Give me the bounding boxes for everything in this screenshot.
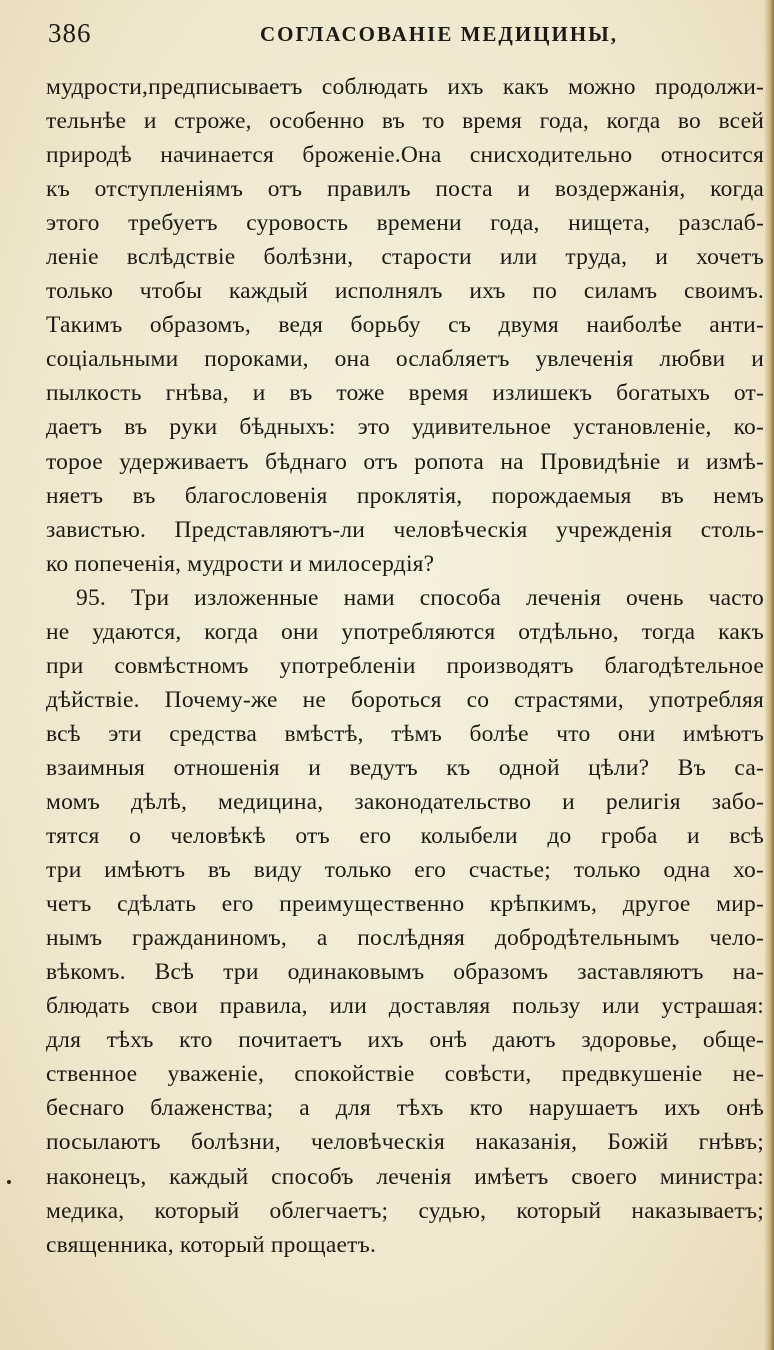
text-line: нымъ гражданиномъ, а послѣдняя добродѣтельнымъ чело- [46, 925, 764, 952]
text-line: всѣ эти средства вмѣстѣ, тѣмъ болѣе что они имѣютъ [46, 720, 764, 747]
body-text [46, 70, 764, 1262]
text-line: только чтобы каждый исполнялъ ихъ по силамъ своимъ. [46, 278, 764, 305]
text-line: священника, который прощаетъ. [46, 1231, 377, 1258]
text-line: природѣ начинается броженіе.Она снисходительно относится [46, 142, 764, 169]
text-line: къ отступленіямъ отъ правилъ поста и воздержанія, когда [46, 176, 764, 203]
text-line: блюдать свои правила, или доставляя пользу или устрашая: [46, 993, 764, 1020]
text-line: соціальными пороками, она ослабляетъ увлеченія любви и [46, 346, 764, 373]
text-line: не удаются, когда они употребляются отдѣльно, тогда какъ [46, 618, 764, 645]
page-header [48, 18, 748, 54]
text-line: ственное уваженіе, спокойствіе совѣсти, предвкушеніе не- [46, 1061, 764, 1088]
page-edge-shadow [764, 0, 774, 1350]
text-line: этого требуетъ суровость времени года, нищета, разслаб- [46, 210, 764, 237]
text-line: дѣйствіе. Почему-же не бороться со страстями, употребляя [46, 686, 764, 713]
text-line: ко попеченія, мудрости и милосердія? [46, 550, 435, 577]
text-line: Такимъ образомъ, ведя борьбу съ двумя наиболѣе анти- [46, 312, 764, 339]
text-line: три имѣютъ въ виду только его счастье; только одна хо- [46, 857, 764, 884]
text-line: вѣкомъ. Всѣ три одинаковымъ образомъ заставляютъ на- [46, 959, 764, 986]
text-line: завистью. Представляютъ-ли человѣческія учрежденія столь- [46, 516, 764, 543]
running-title: СОГЛАСОВАНІЕ МЕДИЦИНЫ, [260, 22, 619, 46]
text-line: тятся о человѣкѣ отъ его колыбели до гроба и всѣ [46, 823, 764, 850]
text-line: торое удерживаетъ бѣднаго отъ ропота на Провидѣніе и измѣ- [46, 448, 764, 475]
print-speck [7, 1180, 11, 1184]
text-line: наконецъ, каждый способъ леченія имѣетъ своего министра: [46, 1163, 764, 1190]
text-line: при совмѣстномъ употребленіи производятъ благодѣтельное [46, 652, 764, 679]
text-line: посылаютъ болѣзни, человѣческія наказанія, Божій гнѣвъ; [46, 1129, 764, 1156]
text-line: медика, который облегчаетъ; судью, который наказываетъ; [46, 1197, 764, 1224]
page-number: 386 [48, 18, 92, 48]
text-line: няетъ въ благословенія проклятія, порождаемыя въ немъ [46, 482, 764, 509]
text-line: леніе вслѣдствіе болѣзни, старости или труда, и хочетъ [46, 244, 764, 271]
text-line: тельнѣе и строже, особенно въ то время года, когда во всей [46, 108, 764, 135]
text-line: даетъ въ руки бѣдныхъ: это удивительное установленіе, ко- [46, 414, 764, 441]
paragraph-start-line: 95. Три изложенные нами способа леченія очень часто [76, 584, 764, 611]
text-line: пылкость гнѣва, и въ тоже время излишекъ богатыхъ от- [46, 380, 764, 407]
text-line: четъ сдѣлать его преимущественно крѣпкимъ, другое мир- [46, 891, 764, 918]
text-line: для тѣхъ кто почитаетъ ихъ онѣ даютъ здоровье, обще- [46, 1027, 764, 1054]
text-line: мудрости,предписываетъ соблюдать ихъ какъ можно продолжи- [46, 74, 764, 100]
text-line: взаимныя отношенія и ведутъ къ одной цѣли? Въ са- [46, 754, 764, 781]
text-line: момъ дѣлѣ, медицина, законодательство и религія забо- [46, 788, 764, 815]
text-line: беснаго блаженства; а для тѣхъ кто нарушаетъ ихъ онѣ [46, 1095, 764, 1122]
